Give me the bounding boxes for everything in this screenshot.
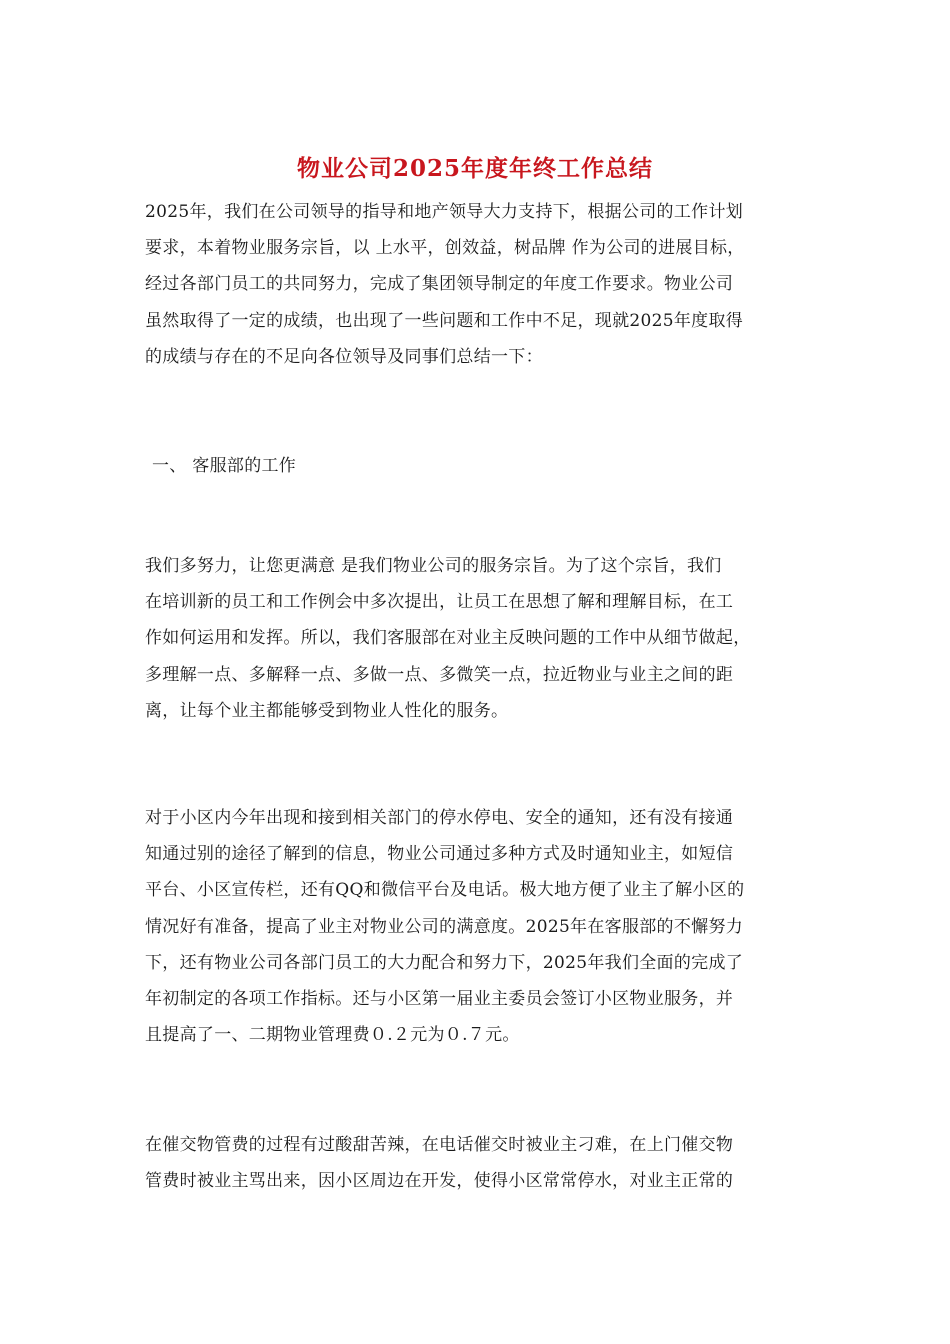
text-line: 管费时被业主骂出来，因小区周边在开发，使得小区常常停水，对业主正常的 [145, 1171, 734, 1192]
text-line: 年初制定的各项工作指标。还与小区第一届业主委员会签订小区物业服务，并 [145, 989, 734, 1010]
text-line: 虽然取得了一定的成绩，也出现了一些问题和工作中不足，现就2025年度取得 [145, 310, 744, 331]
text-line: 要求，本着物业服务宗旨，以 上水平，创效益，树品牌 作为公司的进展目标， [145, 238, 745, 259]
body-paragraph-1 [145, 548, 810, 729]
text-line: 对于小区内今年出现和接到相关部门的停水停电、安全的通知，还有没有接通 [145, 808, 734, 828]
text-line: 下，还有物业公司各部门员工的大力配合和努力下，2025年我们全面的完成了 [145, 952, 744, 973]
text-line: 我们多努力，让您更满意 是我们物业公司的服务宗旨。为了这个宗旨，我们 [145, 556, 722, 576]
body-paragraph-3 [145, 1127, 810, 1199]
text-line: 离，让每个业主都能够受到物业人性化的服务。 [145, 700, 509, 721]
text-line: 平台、小区宣传栏，还有QQ和微信平台及电话。极大地方便了业主了解小区的 [145, 880, 745, 901]
section-heading [152, 448, 817, 484]
text-line: 作如何运用和发挥。所以，我们客服部在对业主反映问题的工作中从细节做起， [145, 628, 751, 649]
text-line: 知通过别的途径了解到的信息，物业公司通过多种方式及时通知业主，如短信 [145, 844, 734, 865]
text-line: 2025年，我们在公司领导的指导和地产领导大力支持下，根据公司的工作计划 [145, 202, 744, 222]
document-title: 物业公司2025年度年终工作总结 [296, 155, 653, 182]
body-paragraph-2 [145, 800, 810, 1053]
text-line: 多理解一点、多解释一点、多做一点、多微笑一点，拉近物业与业主之间的距 [145, 664, 734, 685]
intro-paragraph [145, 194, 810, 375]
text-line: 在催交物管费的过程有过酸甜苦辣，在电话催交时被业主刁难，在上门催交物 [145, 1135, 734, 1155]
section-heading-text: 一、 客服部的工作 [152, 456, 297, 476]
text-line: 情况好有准备，提高了业主对物业公司的满意度。2025年在客服部的不懈努力 [145, 916, 744, 937]
text-line: 经过各部门员工的共同努力，完成了集团领导制定的年度工作要求。物业公司 [145, 274, 734, 295]
text-line: 且提高了一、二期物业管理费０.２元为０.７元。 [145, 1025, 520, 1046]
text-line: 的成绩与存在的不足向各位领导及同事们总结一下： [145, 346, 543, 367]
text-line: 在培训新的员工和工作例会中多次提出，让员工在思想了解和理解目标，在工 [145, 592, 734, 613]
